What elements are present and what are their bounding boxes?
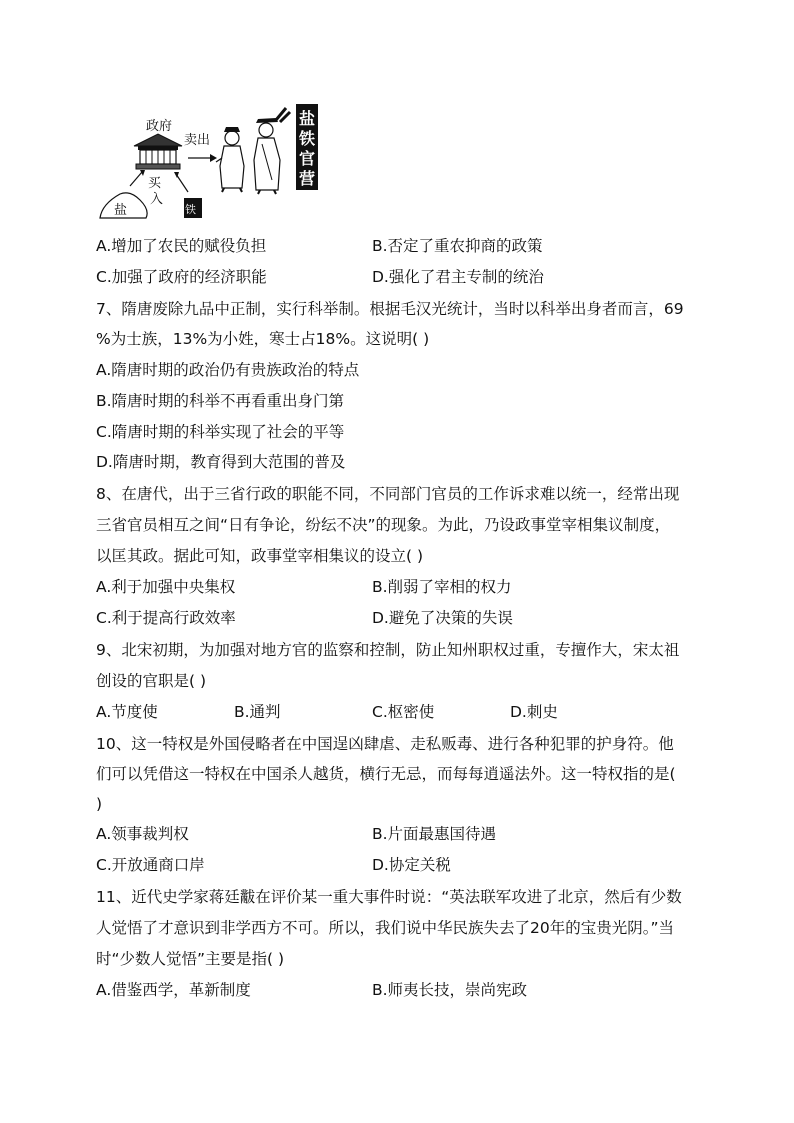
q9-option-d: D.刺史 <box>510 703 558 721</box>
q7-option-d: D.隋唐时期，教育得到大范围的普及 <box>96 453 346 471</box>
salt-label: 盐 <box>114 203 128 218</box>
q11-stem-line-2: 人觉悟了才意识到非学西方不可。所以，我们说中华民族失去了20年的宝贵光阴。”当 <box>96 919 675 937</box>
q8-option-b: B.削弱了宰相的权力 <box>372 578 512 596</box>
q9-stem-line-2: 创设的官职是( ) <box>96 672 207 690</box>
q8-stem-line-1: 8、在唐代，出于三省行政的职能不同，不同部门官员的工作诉求难以统一，经常出现 <box>96 485 680 503</box>
banner-char-4: 营 <box>299 169 316 188</box>
buy-label-2: 入 <box>150 192 164 207</box>
q8-stem-line-3: 以匡其政。据此可知，政事堂宰相集议的设立( ) <box>96 547 424 565</box>
q6-option-d: D.强化了君主专制的统治 <box>372 268 544 286</box>
buy-label-1: 买 <box>148 176 162 191</box>
banner-char-1: 盐 <box>299 109 316 128</box>
govt-label: 政府 <box>146 119 173 134</box>
q8-option-c: C.利于提高行政效率 <box>96 609 236 627</box>
q7-option-b: B.隋唐时期的科举不再看重出身门第 <box>96 392 345 410</box>
q7-stem-line-1: 7、隋唐废除九品中正制，实行科举制。根据毛汉光统计，当时以科举出身者而言，69 <box>96 300 684 318</box>
q10-option-b: B.片面最惠国待遇 <box>372 825 497 843</box>
q9-stem-line-1: 9、北宋初期，为加强对地方官的监察和控制，防止知州职权过重，专擅作大，宋太祖 <box>96 641 680 659</box>
government-building-icon <box>134 134 182 169</box>
banner-char-3: 官 <box>299 149 316 168</box>
q10-option-d: D.协定关税 <box>372 856 451 874</box>
q10-stem-line-1: 10、这一特权是外国侵略者在中国逞凶肆虐、走私贩毒、进行各种犯罪的护身符。他 <box>96 735 674 753</box>
q10-stem-line-2: 们可以凭借这一特权在中国杀人越货，横行无忌，而每每逍遥法外。这一特权指的是( <box>96 765 676 783</box>
q11-stem-line-3: 时“少数人觉悟”主要是指( ) <box>96 950 285 968</box>
q6-option-c: C.加强了政府的经济职能 <box>96 268 267 286</box>
official-figures-icon <box>216 108 290 194</box>
q8-option-a: A.利于加强中央集权 <box>96 578 236 596</box>
q11-option-a: A.借鉴西学，革新制度 <box>96 981 251 999</box>
q9-option-b: B.通判 <box>234 703 281 721</box>
salt-iron-monopoly-figure <box>96 100 326 224</box>
q10-option-c: C.开放通商口岸 <box>96 856 205 874</box>
q10-option-a: A.领事裁判权 <box>96 825 189 843</box>
q11-stem-line-1: 11、近代史学家蒋廷黻在评价某一重大事件时说：“英法联军攻进了北京，然后有少数 <box>96 888 682 906</box>
iron-label: 铁 <box>185 203 196 216</box>
q8-option-d: D.避免了决策的失误 <box>372 609 513 627</box>
q9-option-c: C.枢密使 <box>372 703 435 721</box>
q11-option-b: B.师夷长技，崇尚宪政 <box>372 981 528 999</box>
q7-stem-line-2: %为士族，13%为小姓，寒士占18%。这说明( ) <box>96 330 430 348</box>
arrow-right-icon <box>210 154 217 162</box>
sell-label: 卖出 <box>184 133 211 148</box>
q6-option-b: B.否定了重农抑商的政策 <box>372 237 543 255</box>
q7-option-a: A.隋唐时期的政治仍有贵族政治的特点 <box>96 361 360 379</box>
q6-option-a: A.增加了农民的赋役负担 <box>96 237 267 255</box>
q9-option-a: A.节度使 <box>96 703 158 721</box>
banner-char-2: 铁 <box>299 129 316 148</box>
q7-option-c: C.隋唐时期的科举实现了社会的平等 <box>96 423 345 441</box>
q8-stem-line-2: 三省官员相互之间“日有争论，纷纭不决”的现象。为此，乃设政事堂宰相集议制度， <box>96 516 671 534</box>
q10-stem-line-3: ) <box>96 795 103 813</box>
